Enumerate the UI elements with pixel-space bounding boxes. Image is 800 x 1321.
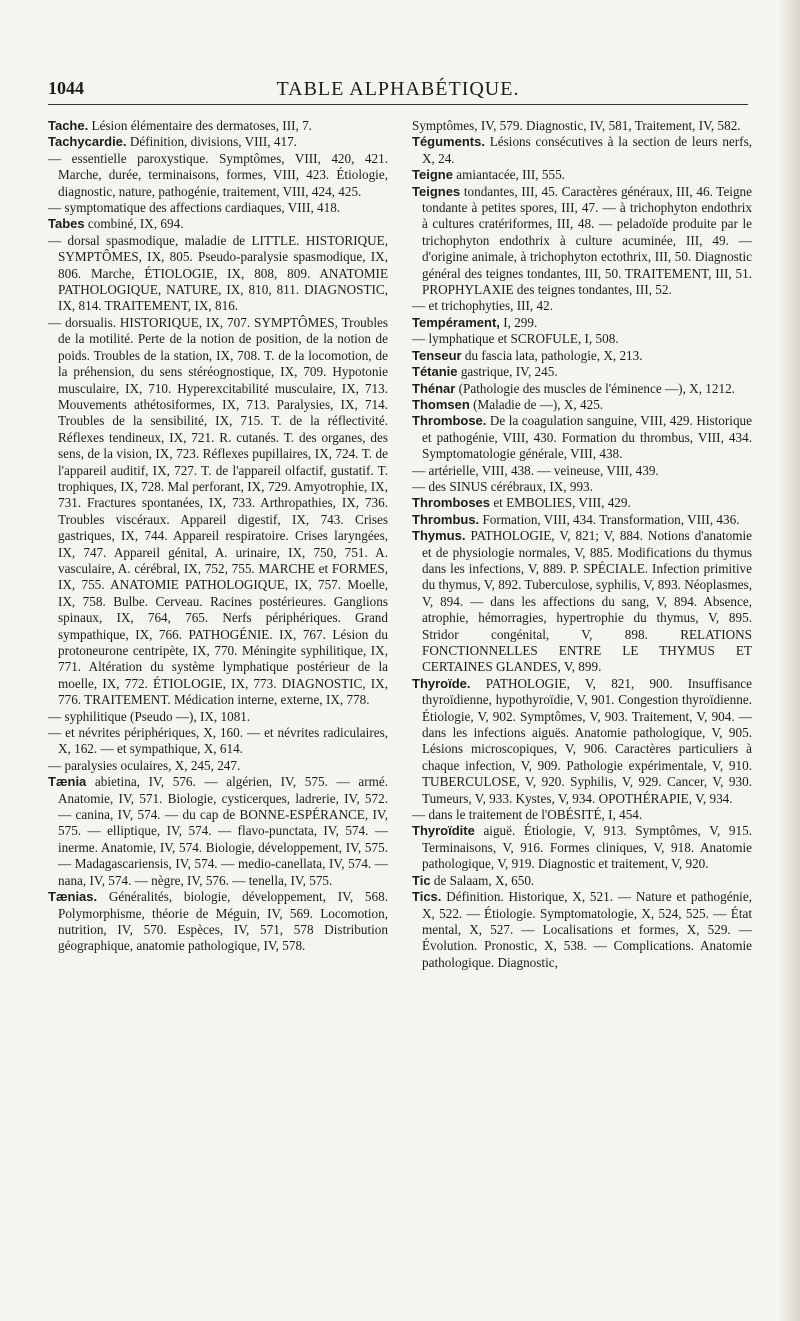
index-term: Tempérament,	[412, 314, 500, 330]
index-entry	[412, 463, 752, 479]
index-entry-text: Formation, VIII, 434. Transformation, VIII, 436.	[479, 511, 740, 527]
index-entry	[48, 216, 388, 232]
index-entry-text: I, 299.	[499, 314, 538, 330]
index-entry	[48, 200, 388, 216]
index-entry	[412, 315, 752, 331]
running-title: TABLE ALPHABÉTIQUE.	[276, 78, 520, 100]
index-term: Teignes	[412, 183, 461, 199]
index-term: Thrombus.	[412, 511, 480, 527]
index-term: Tabes	[48, 216, 85, 232]
index-entry	[48, 889, 388, 955]
index-entry-text: Lésion élémentaire des dermatoses, III, 7.	[88, 118, 312, 133]
index-entry	[412, 528, 752, 676]
index-entry-text: Symptômes, IV, 579. Diagnostic, IV, 581, Traitement, IV, 582.	[412, 118, 741, 133]
index-term: Thénar	[412, 380, 456, 396]
index-entry	[412, 184, 752, 299]
index-entry	[412, 889, 752, 971]
index-entry-text: — et névrites périphériques, X, 160. — et névrites radiculaires, X, 162. — et sympathique, X, 614.	[48, 725, 388, 757]
index-entry-text: — dorsualis. HISTORIQUE, IX, 707. SYMPTÔMES, Troubles de la motilité. Perte de la notion de position, de la notion de poids. Troubles de la station, IX, 708. T. de la locomotion, de la préhension, du sens stéréognostique, IX, 709. Hypotonie musculaire, IX, 710. Hyperexcitabilité musculaire, IX, 713. Mouvements athétosiformes, IX, 713. Paralysies, IX, 714. Troubles de la sensibilité, IX, 715. T. de la réflectivité. Réflexes tendineux, IX, 721. R. cutanés. T. des organes, des sens, de la vision, IX, 723. Réflexes pupillaires, IX, 724. T. de l'appareil auditif, IX, 727. T. de l'appareil olfactif, gustatif. T. trophiques, IX, 728. Mal perforant, IX, 729. Amyotrophie, IX, 731. Fractures spontanées, IX, 733. Arthropathies, IX, 736. Troubles viscéraux. Appareil digestif, IX, 743. Crises gastriques, IX, 744. Appareil respiratoire. Crises laryngées, IX, 747. Appareil génital, A. urinaire, IX, 750, 751. A. vasculaire, A. cérébral, IX, 752, 755. MARCHE et FORMES, IX, 755. ANATOMIE PATHOLOGIQUE, IX, 757. Moelle, IX, 758. Bulbe. Cerveau. Racines postérieures. Ganglions spinaux, IX, 764, 765. Nerfs périphériques. Grand sympathique, IX, 766. PATHOGÉNIE. IX, 767. Lésion du protoneurone centripète, IX, 770. Méningite syphilitique, IX, 771. Altération du système lymphatique postérieur de la moelle, IX, 772. ÉTIOLOGIE, IX, 773. DIAGNOSTIC, IX, 776. TRAITEMENT. Médication interne, externe, IX, 778.	[48, 314, 388, 708]
index-entry	[412, 512, 752, 528]
index-entry	[48, 118, 388, 134]
left-column	[48, 118, 388, 955]
index-entry	[412, 381, 752, 397]
index-term: Tachycardie.	[48, 134, 127, 150]
index-entry	[412, 134, 752, 167]
index-term: Tænias.	[48, 889, 98, 905]
index-entry-text: (Pathologie des muscles de l'éminence —), X, 1212.	[455, 380, 735, 396]
index-entry	[48, 315, 388, 709]
index-term: Téguments.	[412, 134, 485, 150]
index-entry	[48, 709, 388, 725]
index-entry	[412, 676, 752, 807]
index-entry	[48, 758, 388, 774]
index-entry-text: du fascia lata, pathologie, X, 213.	[461, 347, 643, 363]
index-term: Tænia	[48, 774, 87, 790]
index-entry-text: combiné, IX, 694.	[84, 216, 184, 232]
index-entry-text: Lésions consécutives à la section de leurs nerfs, X, 24.	[422, 134, 752, 166]
index-entry-text: — artérielle, VIII, 438. — veineuse, VIII, 439.	[412, 462, 659, 478]
index-entry-text: — paralysies oculaires, X, 245, 247.	[48, 757, 241, 773]
index-entry-text: Définition, divisions, VIII, 417.	[126, 134, 297, 150]
index-term: Tenseur	[412, 347, 462, 363]
index-entry	[412, 364, 752, 380]
index-entry	[412, 413, 752, 462]
index-entry	[412, 479, 752, 495]
index-entry	[48, 134, 388, 150]
index-entry-text: abietina, IV, 576. — algérien, IV, 575. — armé. Anatomie, IV, 571. Biologie, cysticerques, ladrerie, IV, 572. — canina, IV, 574. — du cap de BONNE-ESPÉRANCE, IV, 575. — elliptique, IV, 574. — flavo-punctata, IV, 574. — inerme. Anatomie, IV, 574. Biologie, développement, IV, 575. — Madagascariensis, IV, 574. — medio-canellata, IV, 574. — nana, IV, 574. — nègre, IV, 576. — tenella, IV, 575.	[58, 774, 388, 888]
index-entry	[412, 495, 752, 511]
right-column	[412, 118, 752, 971]
index-term: Thyroïde.	[412, 675, 471, 691]
index-term: Tache.	[48, 118, 89, 133]
index-entry	[412, 331, 752, 347]
index-term: Tétanie	[412, 364, 458, 380]
index-entry-text: De la coagulation sanguine, VIII, 429. Historique et pathogénie, VIII, 430. Formation du thrombus, VIII, 434. Symptomatologie générale, VIII, 438.	[422, 413, 752, 462]
index-entry-text: amiantacée, III, 555.	[452, 167, 565, 183]
index-entry-text: — et trichophyties, III, 42.	[412, 298, 553, 314]
index-entry-text: tondantes, III, 45. Caractères généraux, III, 46. Teigne tondante à petites spores, III, 47. — à trichophyton endothrix à cultures cratériformes, III, 48. — peladoïde produite par le trichophyton endothrix à culture acuminée, III, 49. — d'origine animale, à trichophyton ectothrix, III, 50. Diagnostic général des teignes tondantes, III, 50. TRAITEMENT, III, 51. PROPHYLAXIE des teignes tondantes, III, 52.	[422, 183, 752, 298]
index-entry	[412, 298, 752, 314]
index-entry	[412, 397, 752, 413]
index-term: Tic	[412, 872, 431, 888]
index-entry-text: — des SINUS cérébraux, IX, 993.	[412, 478, 593, 494]
page-header	[48, 78, 748, 105]
index-entry-text: Généralités, biologie, développement, IV, 568. Polymorphisme, théorie de Méguin, IV, 569. Locomotion, nutrition, IV, 570. Espèces, IV, 571, 578 Distribution géographique, anatomie pathologique, IV, 578.	[58, 889, 388, 954]
page-number: 1044	[48, 78, 84, 98]
index-term: Tics.	[412, 889, 442, 905]
index-term: Thromboses	[412, 495, 491, 511]
index-entry	[412, 873, 752, 889]
index-entry-text: PATHOLOGIE, V, 821, 900. Insuffisance thyroïdienne, hypothyroïdie, V, 901. Congestion thyroïdienne. Étiologie, V, 902. Symptômes, V, 903. Traitement, V, 904. — dans les infections aiguës. Anatomie pathologique, V, 905. Lésions microscopiques, V, 906. Caractères particuliers à chaque infection, V, 909. Pathologie expérimentale, V, 910. TUBERCULOSE, V, 920. Syphilis, V, 929. Cancer, V, 930. Tumeurs, V, 933. Kystes, V, 934. OPOTHÉRAPIE, V, 934.	[422, 675, 752, 806]
index-entry-text: aiguë. Étiologie, V, 913. Symptômes, V, 915. Terminaisons, V, 916. Formes cliniques, V, 918. Anatomie pathologique, V, 919. Diagnostic et traitement, V, 920.	[422, 823, 752, 872]
index-entry	[48, 725, 388, 758]
page-binding-shadow	[778, 0, 800, 1321]
index-entry	[412, 823, 752, 872]
index-entry-text: — essentielle paroxystique. Symptômes, VIII, 420, 421. Marche, durée, terminaisons, formes, VIII, 423. Étiologie, diagnostic, nature, pathogénie, traitement, VIII, 424, 425.	[48, 150, 388, 199]
index-entry	[412, 807, 752, 823]
index-term: Thomsen	[412, 396, 470, 412]
index-entry-text: gastrique, IV, 245.	[457, 364, 558, 380]
index-entry	[48, 151, 388, 200]
index-entry	[412, 167, 752, 183]
index-term: Teigne	[412, 167, 453, 183]
index-term: Thyroïdite	[412, 823, 475, 839]
index-entry-text: (Maladie de —), X, 425.	[469, 396, 604, 412]
index-entry	[412, 118, 752, 134]
index-entry-text: — syphilitique (Pseudo —), IX, 1081.	[48, 708, 251, 724]
index-term: Thymus.	[412, 528, 466, 544]
index-entry-text: de Salaam, X, 650.	[430, 872, 535, 888]
index-term: Thrombose.	[412, 413, 487, 429]
index-entry-text: — dans le traitement de l'OBÉSITÉ, I, 454.	[412, 807, 643, 823]
index-entry	[48, 774, 388, 889]
index-entry	[48, 233, 388, 315]
index-entry-text: — lymphatique et SCROFULE, I, 508.	[412, 331, 619, 347]
index-entry	[412, 348, 752, 364]
index-entry-text: PATHOLOGIE, V, 821; V, 884. Notions d'anatomie et de physiologie normales, V, 885. Modifications du thymus dans les infections, V, 889. P. SPÉCIALE. Infection primitive du thymus, V, 892. Tuberculose, syphilis, V, 893. Néoplasmes, V, 894. — dans les affections du sang, V, 894. Absence, atrophie, hémorragies, hypertrophie du thymus, V, 895. Stridor congénital, V, 898. RELATIONS FONCTIONNELLES ENTRE LE THYMUS ET CERTAINES GLANDES, V, 899.	[422, 528, 752, 675]
index-entry-text: — symptomatique des affections cardiaques, VIII, 418.	[48, 200, 341, 216]
index-entry-text: Définition. Historique, X, 521. — Nature et pathogénie, X, 522. — Étiologie. Symptomatologie, X, 524, 525. — État mental, X, 527. — Localisations et formes, X, 529. — Évolution. Pronostic, X, 538. — Complications. Anatomie pathologique. Diagnostic,	[422, 889, 752, 970]
index-entry-text: — dorsal spasmodique, maladie de LITTLE. HISTORIQUE, SYMPTÔMES, IX, 805. Pseudo-paralysie spasmodique, IX, 806. Marche, ÉTIOLOGIE, IX, 808, 809. ANATOMIE PATHOLOGIQUE, NATURE, IX, 810, 811. DIAGNOSTIC, IX, 814. TRAITEMENT, IX, 816.	[48, 232, 388, 314]
index-entry-text: et EMBOLIES, VIII, 429.	[490, 495, 631, 511]
